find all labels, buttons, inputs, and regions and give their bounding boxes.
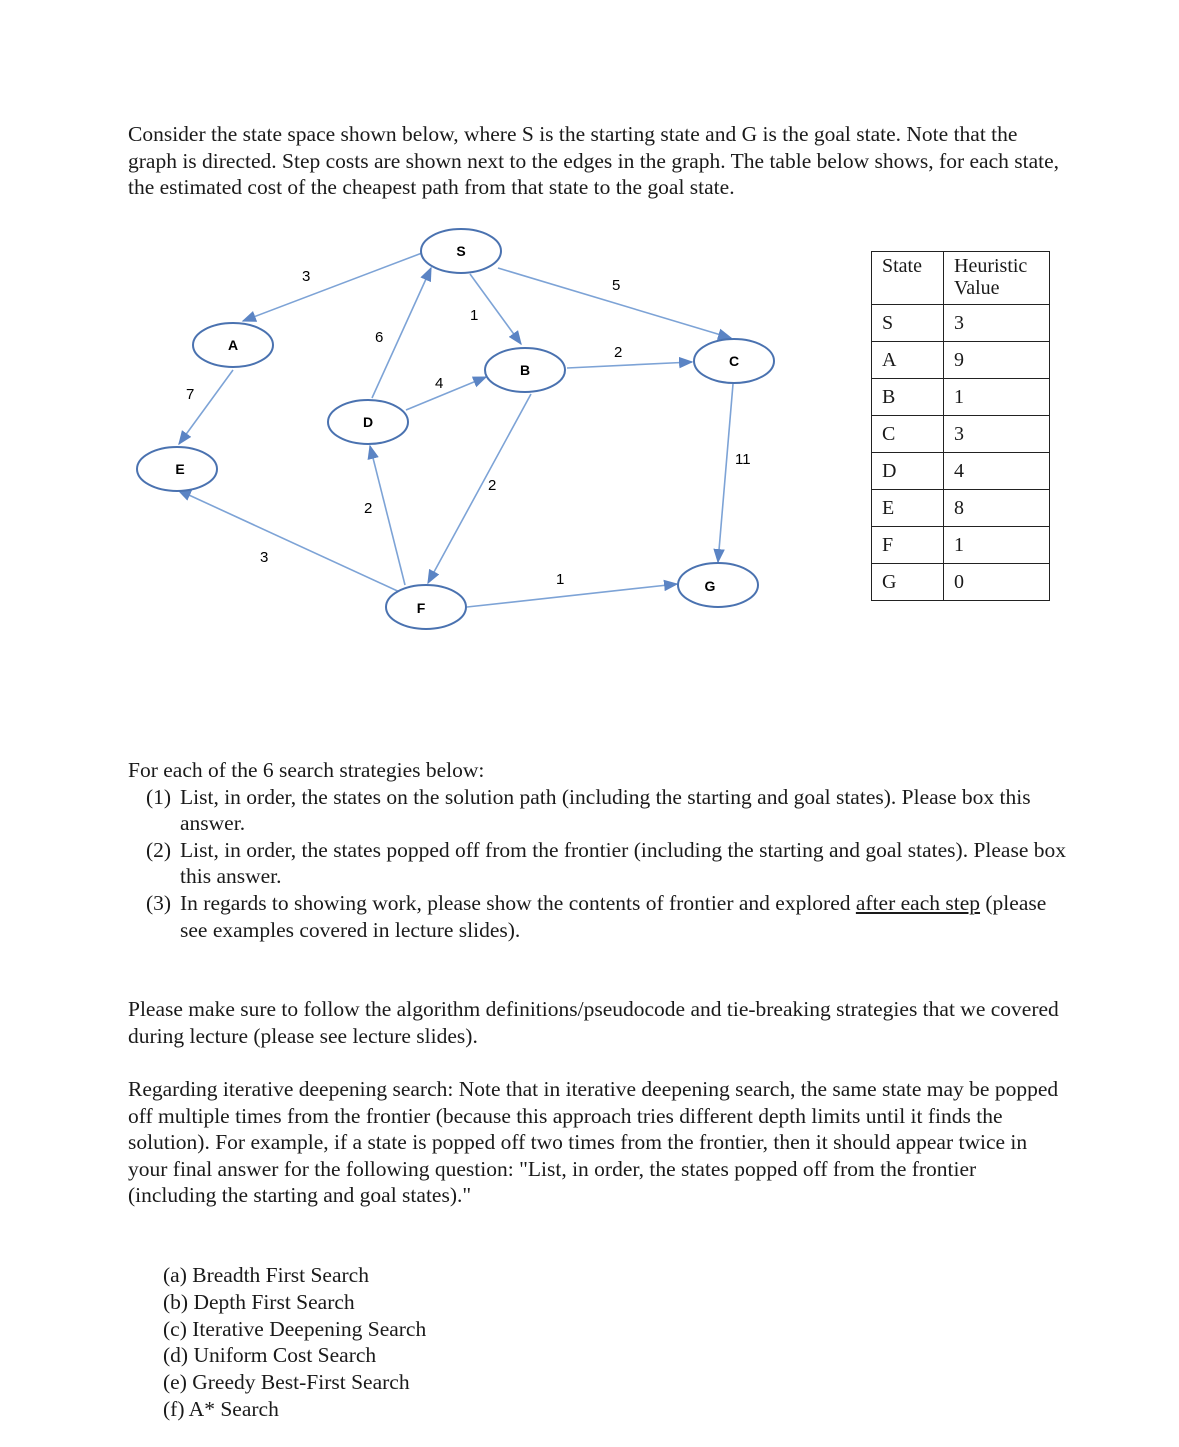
node-d [328,400,408,444]
strategy-item: (a) Breadth First Search [163,1263,369,1287]
edge-c-g [718,384,733,562]
edge-cost-f-d: 2 [364,500,373,517]
table-row [872,305,1050,342]
node-g [678,563,758,607]
strategy-item: (d) Uniform Cost Search [163,1343,377,1368]
heuristic-cell: 1 [944,527,1050,564]
node-f-label: F [416,600,426,616]
state-cell: B [872,379,944,416]
instructions-lead: For each of the 6 search strategies below: [128,758,485,782]
item-text-after: (please see examples covered in lecture slides). [180,890,1047,942]
node-c-label: C [728,353,740,369]
table-row [872,453,1050,490]
item-text: List, in order, the states popped off from the frontier (including the starting and goal states). Please box this answer. [180,837,1066,889]
heuristic-cell: 4 [944,453,1050,490]
state-cell: E [872,490,944,527]
edge-s-a [243,253,422,321]
node-a-label: A [227,337,239,353]
node-g-label: G [704,578,716,594]
heuristic-cell: 0 [944,564,1050,601]
edge-cost-c-g: 11 [735,451,751,468]
node-f [386,585,466,629]
table-row [872,416,1050,453]
item-text-before: In regards to showing work, please show the contents of frontier and explored [180,890,856,915]
heuristic-cell: 1 [944,379,1050,416]
edge-cost-a-e: 7 [186,386,195,403]
edge-f-d [370,446,405,585]
edge-a-e [179,370,233,444]
state-cell: D [872,453,944,490]
table-row [872,342,1050,379]
strategy-item: (c) Iterative Deepening Search [163,1316,427,1341]
edge-cost-b-c: 2 [614,344,623,361]
table-row [872,527,1050,564]
table-header-row [872,252,1050,305]
edge-f-g [467,584,677,607]
edge-b-c [567,362,692,368]
table-row [872,490,1050,527]
state-cell: A [872,342,944,379]
list-item [128,837,1068,890]
item-underlined-text: after each step [855,890,981,915]
item-text: List, in order, the states on the solution path (including the starting and goal states). Please box this answer. [180,784,1031,836]
state-cell: C [872,416,944,453]
strategy-item: (b) Depth First Search [163,1289,355,1314]
heuristic-table [871,251,1050,601]
heuristic-cell: 3 [944,416,1050,453]
instructions-list [128,784,1068,944]
node-c [694,339,774,383]
strategy-item: (f) A* Search [163,1396,279,1421]
header-state: State [872,252,944,305]
strategy-list [163,1262,426,1423]
list-item [128,784,1068,837]
problem-intro: Consider the state space shown below, where S is the starting state and G is the goal state. Note that the graph is directed. Step costs are shown next to the edges in the graph. The table below shows, for each state, the estimated cost of the cheapest path from that state to the goal state. [128,122,1060,200]
header-heuristic: Heuristic Value [944,252,1050,305]
table-row [872,564,1050,601]
item-number: (2) [146,837,172,862]
edge-d-b [406,377,486,410]
strategy-item: (e) Greedy Best-First Search [163,1370,410,1395]
edge-cost-s-b: 1 [470,307,479,324]
list-item [128,890,1068,943]
edge-cost-d-b: 4 [435,375,444,392]
tiebreak-note: Please make sure to follow the algorithm definitions/pseudocode and tie-breaking strategies that we covered during lecture (please see lecture slides). [128,997,1059,1048]
node-s [421,229,501,273]
node-e-label: E [175,461,185,477]
edge-cost-f-e: 3 [260,549,269,566]
node-b-label: B [519,362,531,378]
instructions [128,757,1068,943]
node-s-label: S [456,243,466,259]
edge-cost-s-a: 3 [302,268,311,285]
state-cell: S [872,305,944,342]
heuristic-cell: 8 [944,490,1050,527]
node-b [485,348,565,392]
ids-note: Regarding iterative deepening search: Note that in iterative deepening search, the same state may be popped off multiple times from the frontier (because this approach tries different depth limits until it finds the solution). For example, if a state is popped off two times from the frontier, then it should appear twice in your final answer for the following question: "List, in order, the states popped off from the frontier (including the starting and goal states)." [128,1077,1059,1208]
edge-cost-b-f: 2 [488,477,497,494]
node-a [193,323,273,367]
heuristic-cell: 3 [944,305,1050,342]
edge-cost-f-g: 1 [556,571,565,588]
edge-b-f [428,394,531,583]
item-number: (3) [146,890,172,915]
edge-cost-d-s: 6 [375,329,384,346]
item-number: (1) [146,784,172,809]
edge-cost-s-c: 5 [612,277,621,294]
node-e [137,447,217,491]
node-d-label: D [362,414,374,430]
heuristic-cell: 9 [944,342,1050,379]
state-cell: G [872,564,944,601]
table-row [872,379,1050,416]
state-cell: F [872,527,944,564]
